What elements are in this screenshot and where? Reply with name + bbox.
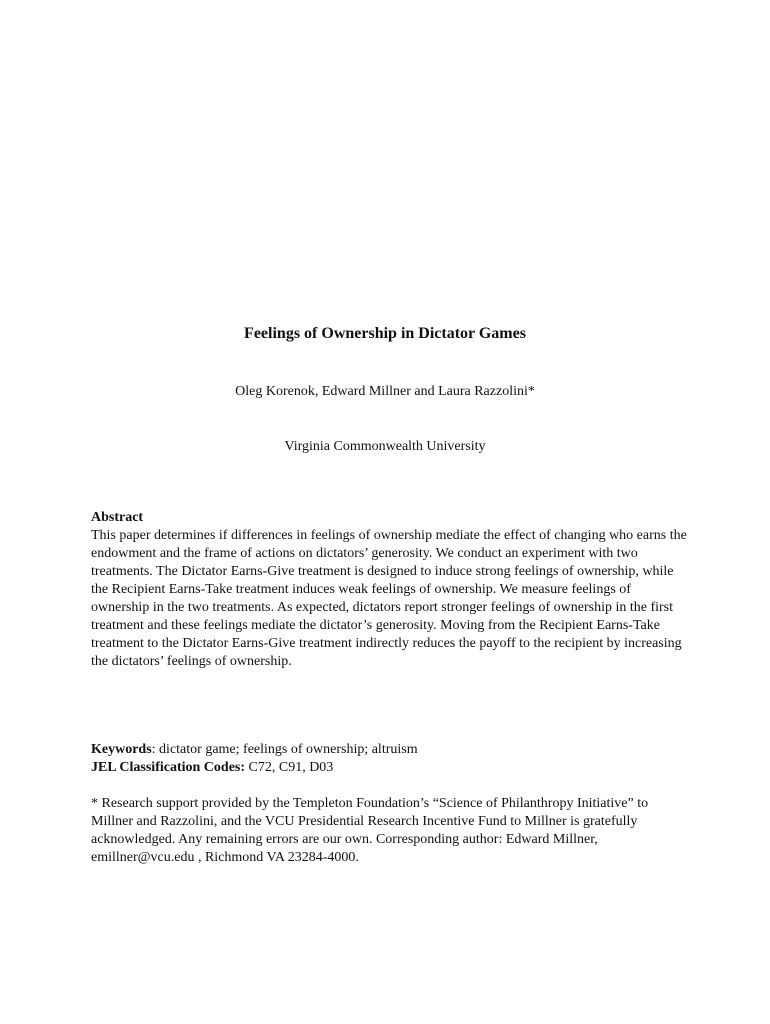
keywords-label: Keywords [91, 742, 152, 757]
jel-line [91, 759, 687, 777]
paper-affiliation: Virginia Commonwealth University [284, 439, 486, 454]
keywords-section [91, 741, 687, 777]
abstract-heading: Abstract [91, 510, 144, 525]
paper-title: Feelings of Ownership in Dictator Games [244, 325, 526, 342]
jel-text: C72, C91, D03 [245, 760, 334, 775]
footnote: * Research support provided by the Templeton Foundation’s “Science of Philanthropy Initiative” to Millner and Razzolini, and the VCU Presidential Research Incentive Fund to Millner is gratefully acknowledged. Any remaining errors are our own. Corresponding author: Edward Millner, emillner@vcu.edu , Richmond VA 23284-4000. [91, 796, 649, 865]
abstract-section [91, 509, 687, 671]
abstract-text: This paper determines if differences in feelings of ownership mediate the effect of changing who earns the endowment and the frame of actions on dictators’ generosity. We conduct an experiment with two treatments. The Dictator Earns-Give treatment is designed to induce strong feelings of ownership, while the Recipient Earns-Take treatment induces weak feelings of ownership. We measure feelings of ownership in the two treatments. As expected, dictators report stronger feelings of ownership in the first treatment and these feelings mediate the dictator’s generosity. Moving from the Recipient Earns-Take treatment to the Dictator Earns-Give treatment indirectly reduces the payoff to the recipient by increasing the dictators’ feelings of ownership. [91, 528, 687, 669]
paper-authors: Oleg Korenok, Edward Millner and Laura Razzolini* [235, 384, 535, 399]
keywords-text: : dictator game; feelings of ownership; altruism [151, 742, 418, 757]
jel-label: JEL Classification Codes: [91, 760, 246, 775]
keywords-line [91, 741, 687, 759]
